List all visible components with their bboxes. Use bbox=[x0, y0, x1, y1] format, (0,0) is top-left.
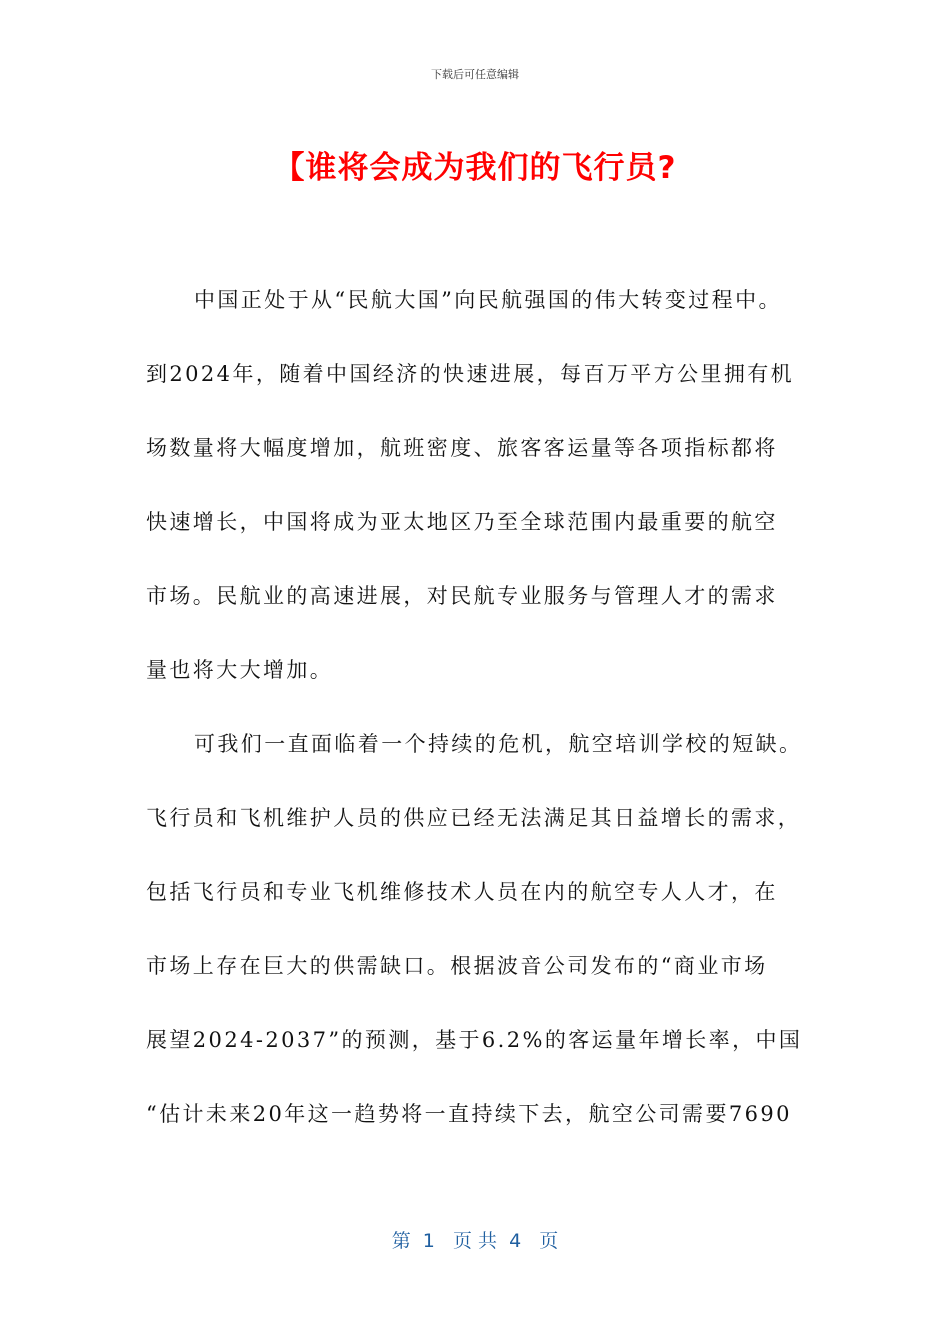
paragraph-2-line-5: 展望2024-2037”的预测，基于6.2%的客运量年增长率，中国 bbox=[146, 1028, 803, 1052]
paragraph-2-line-4: 市场上存在巨大的供需缺口。根据波音公司发布的“商业市场 bbox=[146, 954, 768, 978]
paragraph-2-line-3: 包括飞行员和专业飞机维修技术人员在内的航空专人人才，在 bbox=[146, 880, 778, 904]
paragraph-1-line-4: 快速增长，中国将成为亚太地区乃至全球范围内最重要的航空 bbox=[146, 510, 778, 534]
paragraph-1-line-6: 量也将大大增加。 bbox=[146, 658, 334, 682]
paragraph-1-line-2: 到2024年，随着中国经济的快速进展，每百万平方公里拥有机 bbox=[146, 362, 795, 386]
header-note: 下载后可任意编辑 bbox=[431, 68, 519, 81]
paragraph-2-line-6: “估计未来20年这一趋势将一直持续下去，航空公司需要7690 bbox=[146, 1102, 792, 1126]
document-title: 【谁将会成为我们的飞行员? bbox=[273, 150, 677, 186]
page-footer: 第 1 页 共 4 页 bbox=[391, 1230, 559, 1252]
paragraph-1-line-5: 市场。民航业的高速进展，对民航专业服务与管理人才的需求 bbox=[146, 584, 778, 608]
paragraph-2-line-2: 飞行员和飞机维护人员的供应已经无法满足其日益增长的需求， bbox=[146, 806, 802, 830]
paragraph-2-line-1: 可我们一直面临着一个持续的危机，航空培训学校的短缺。 bbox=[194, 732, 803, 756]
paragraph-1-line-1: 中国正处于从“民航大国”向民航强国的伟大转变过程中。 bbox=[194, 288, 782, 312]
paragraph-1-line-3: 场数量将大幅度增加，航班密度、旅客客运量等各项指标都将 bbox=[146, 436, 778, 460]
